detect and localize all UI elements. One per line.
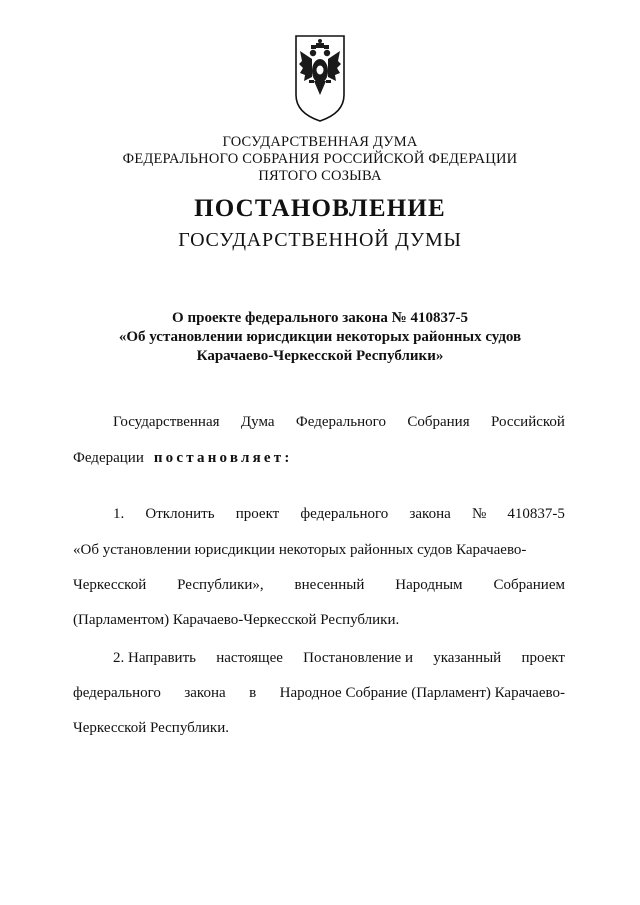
item1-line-2: «Об установлении юрисдикции некоторых районных судов Карачаево-	[73, 542, 527, 558]
subject-line-3: Карачаево-Черкесской Республики»	[196, 348, 444, 364]
item2-line-1	[113, 650, 565, 667]
preamble-word: Федерации	[73, 450, 144, 466]
preamble-line-2	[73, 450, 565, 467]
item1-word: Отклонить	[145, 506, 215, 522]
item1-line-4: (Парламентом) Карачаево-Черкесской Республики.	[73, 612, 400, 628]
item2-line-2	[73, 685, 565, 702]
preamble-word: Федерального	[295, 414, 386, 430]
subject-line-1: О проекте федерального закона № 410837-5	[172, 310, 468, 326]
item2-word: закона	[184, 685, 226, 701]
item2-word: в	[249, 685, 257, 701]
item2-word: настоящее	[216, 650, 283, 666]
decree-word: постановляет:	[153, 450, 293, 466]
header-convocation: ПЯТОГО СОЗЫВА	[258, 168, 382, 184]
item1-line-1	[113, 506, 565, 523]
document-subtitle: ГОСУДАРСТВЕННОЙ ДУМЫ	[178, 229, 462, 251]
item1-line-3	[73, 577, 565, 594]
item1-word: Черкесской	[73, 577, 147, 593]
item2-word: Постановление и	[303, 650, 413, 666]
item2-word: указанный	[433, 650, 502, 666]
item2-word: федерального	[73, 685, 161, 701]
header-assembly: ФЕДЕРАЛЬНОГО СОБРАНИЯ РОССИЙСКОЙ ФЕДЕРАЦИИ	[122, 151, 518, 167]
coat-of-arms-emblem	[292, 33, 348, 123]
item2-word: проект	[521, 650, 565, 666]
item1-word: №	[471, 506, 487, 522]
item1-word: федерального	[300, 506, 389, 522]
item1-word: внесенный	[294, 577, 365, 593]
header-institution: ГОСУДАРСТВЕННАЯ ДУМА	[222, 134, 418, 150]
item1-word: закона	[409, 506, 451, 522]
preamble-line-1	[113, 414, 565, 431]
item1-word: Народным	[395, 577, 463, 593]
preamble-word: Собрания	[407, 414, 470, 430]
document-title: ПОСТАНОВЛЕНИЕ	[194, 195, 446, 222]
preamble-word: Государственная	[113, 414, 220, 430]
item2-line-3: Черкесской Республики.	[73, 720, 229, 736]
item1-word: 410837-5	[507, 506, 565, 522]
item2-word: 2. Направить	[113, 650, 196, 666]
item1-word: проект	[235, 506, 280, 522]
subject-line-2: «Об установлении юрисдикции некоторых районных судов	[118, 329, 522, 345]
item1-word: 1.	[113, 506, 125, 522]
item2-word: Народное Собрание (Парламент) Карачаево-	[279, 685, 565, 701]
item1-word: Республики»,	[177, 577, 264, 593]
preamble-word: Дума	[240, 414, 275, 430]
preamble-word: Российской	[491, 414, 565, 430]
item1-word: Собранием	[493, 577, 565, 593]
